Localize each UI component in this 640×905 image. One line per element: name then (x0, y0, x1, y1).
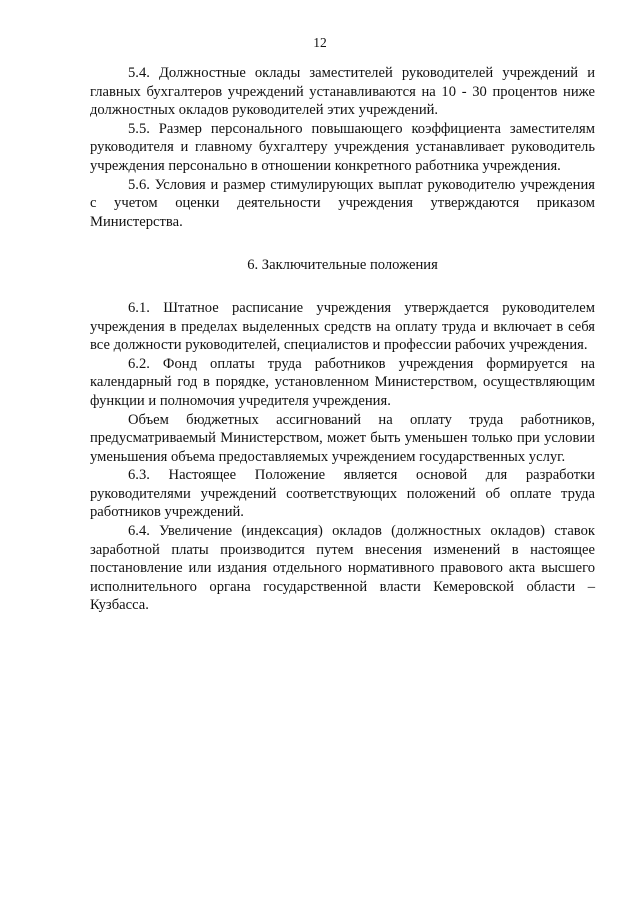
paragraph-6-1: 6.1. Штатное расписание учреждения утверждается руководителем учреждения в пределах выделенных средств на оплату труда и включает в себя все должности руководителей, специалистов и профессии рабочих учреждения. (90, 299, 595, 354)
paragraph-6-4: 6.4. Увеличение (индексация) окладов (должностных окладов) ставок заработной платы производится путем внесения изменений в настоящее постановление или издания отдельного нормативного правового акта высшего исполнительного органа государственной власти Кемеровской области – Кузбасса. (90, 523, 595, 614)
paragraph-5-6: 5.6. Условия и размер стимулирующих выплат руководителю учреждения с учетом оценки деятельности учреждения утверждаются приказом Министерства. (90, 176, 595, 230)
document-body (90, 64, 595, 615)
section-heading: 6. Заключительные положения (247, 257, 438, 274)
page-number: 12 (313, 35, 327, 50)
paragraph-budget-allocations: Объем бюджетных ассигнований на оплату труда работников, предусматриваемый Министерством, может быть уменьшен только при условии уменьшения объема предоставляемых учреждением государственных услуг. (90, 411, 595, 465)
paragraph-6-3: 6.3. Настоящее Положение является основой для разработки руководителями учреждений соответствующих положений об оплате труда работников учреждений. (90, 467, 595, 521)
paragraph-6-2: 6.2. Фонд оплаты труда работников учреждения формируется на календарный год в порядке, установленном Министерством, осуществляющим функции и полномочия учредителя учреждения. (90, 355, 595, 409)
paragraph-5-5: 5.5. Размер персонального повышающего коэффициента заместителям руководителя и главному бухгалтеру учреждения устанавливает руководитель учреждения персонально в отношении конкретного работника учреждения. (90, 120, 595, 174)
paragraph-5-4: 5.4. Должностные оклады заместителей руководителей учреждений и главных бухгалтеров учреждений устанавливаются на 10 - 30 процентов ниже должностных окладов руководителей этих учреждений. (90, 65, 595, 119)
